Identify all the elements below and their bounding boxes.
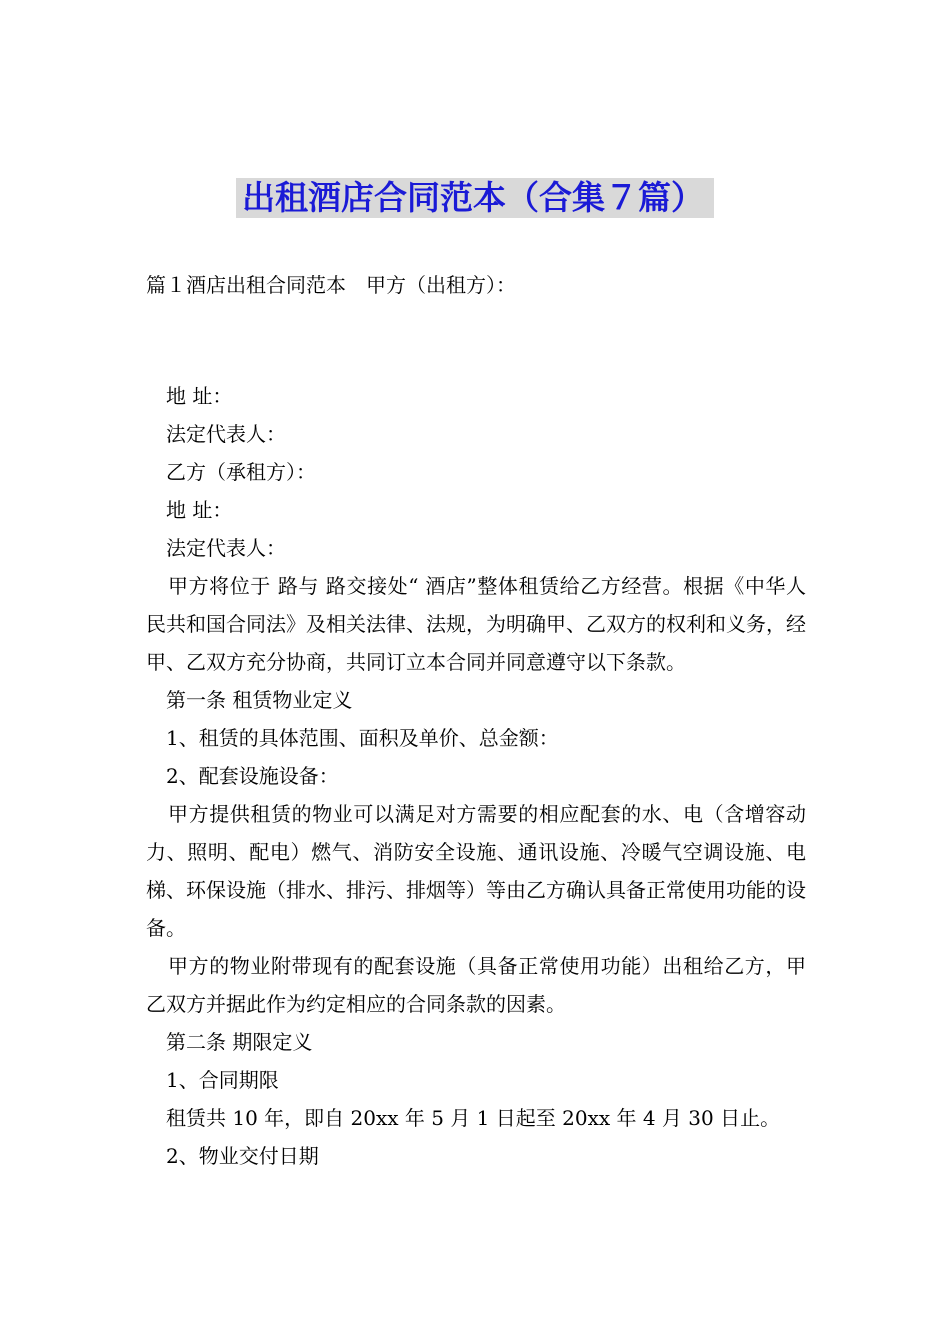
article-2-item-2: 2、物业交付日期	[166, 1144, 319, 1168]
article-2-title: 第二条 期限定义	[166, 1030, 313, 1054]
contract-body	[146, 377, 806, 1175]
party-b-address: 地 址：	[166, 498, 233, 522]
party-b-label: 乙方（承租方）：	[166, 460, 316, 484]
title-container	[0, 178, 950, 218]
article-2-item-1: 1、合同期限	[166, 1068, 279, 1092]
article-1-item-2: 2、配套设施设备：	[166, 764, 339, 788]
document-title: 出租酒店合同范本（合集７篇）	[236, 178, 714, 218]
party-a-representative: 法定代表人：	[166, 422, 286, 446]
facilities-paragraph: 甲方提供租赁的物业可以满足对方需要的相应配套的水、电（含增容动力、照明、配电）燃气、消防安全设施、通讯设施、冷暖气空调设施、电梯、环保设施（排水、排污、排烟等）等由乙方确认具备正常使用功能的设备。	[146, 802, 806, 940]
heading-line: 篇１酒店出租合同范本 甲方（出租方）：	[146, 273, 516, 297]
party-a-address: 地 址：	[166, 384, 233, 408]
attached-facilities-paragraph: 甲方的物业附带现有的配套设施（具备正常使用功能）出租给乙方，甲乙双方并据此作为约定相应的合同条款的因素。	[146, 954, 806, 1016]
article-1-title: 第一条 租赁物业定义	[166, 688, 353, 712]
article-1-item-1: 1、租赁的具体范围、面积及单价、总金额：	[166, 726, 559, 750]
intro-paragraph: 甲方将位于 路与 路交接处“ 酒店”整体租赁给乙方经营。根据《中华人民共和国合同法》及相关法律、法规，为明确甲、乙双方的权利和义务，经甲、乙双方充分协商，共同订立本合同并同意遵守以下条款。	[146, 574, 806, 674]
heading-line-container	[146, 266, 806, 304]
lease-term-line: 租赁共 10 年，即自 20xx 年 5 月 1 日起至 20xx 年 4 月 30 日止。	[166, 1106, 781, 1130]
party-b-representative: 法定代表人：	[166, 536, 286, 560]
